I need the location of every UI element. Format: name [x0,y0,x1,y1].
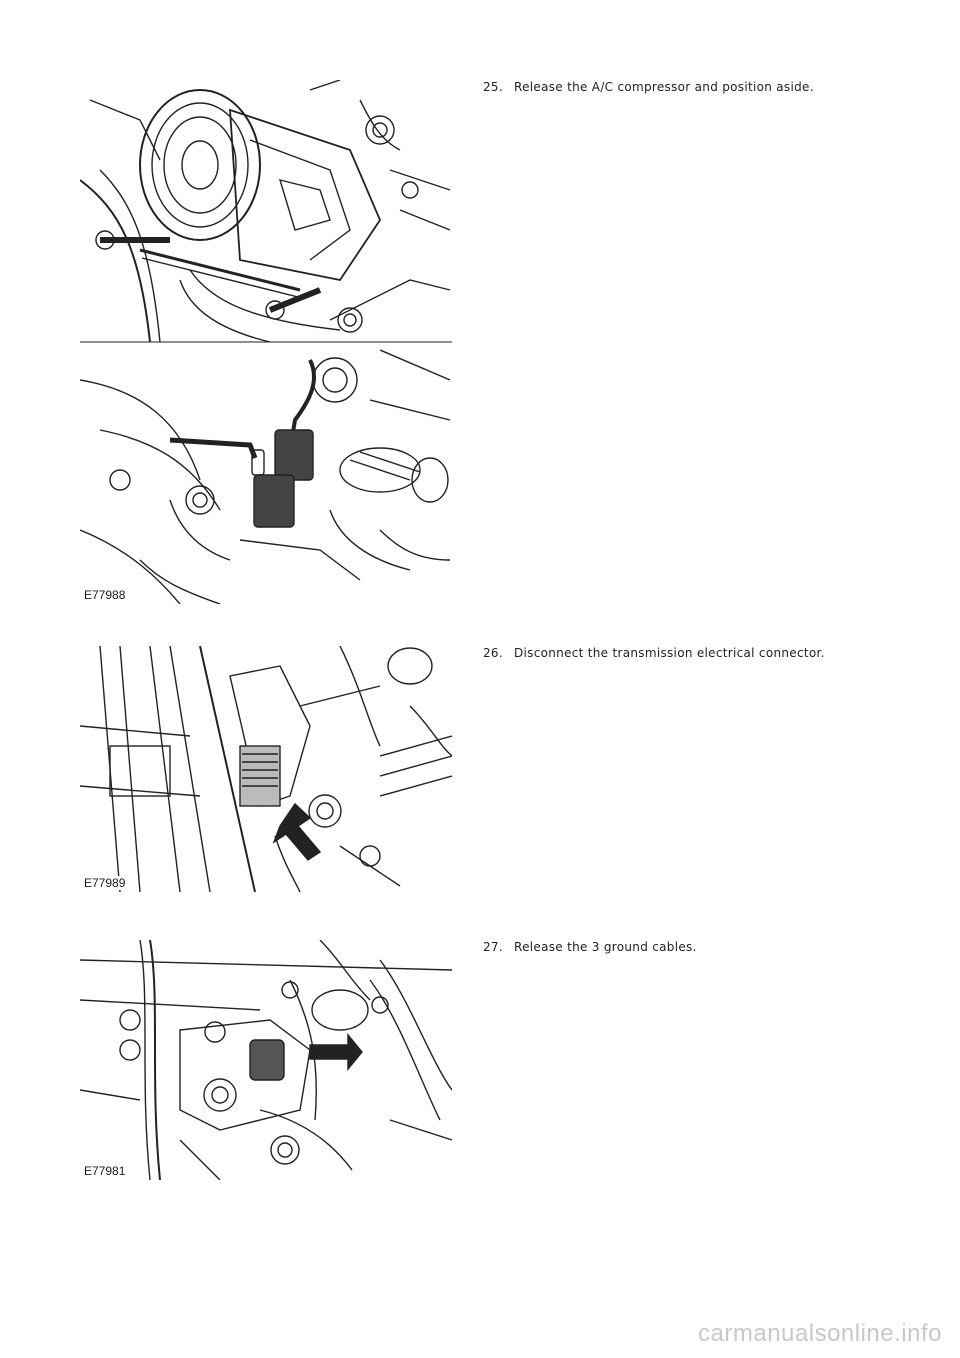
step-number: 26. [483,646,503,660]
illustration-ac-compressor [80,80,452,604]
illustration-transmission-connector [80,646,452,892]
ground-cables-drawing [80,940,452,1180]
figure-code: E77988 [84,588,126,602]
step-instruction: Release the A/C compressor and position aside. [514,80,814,94]
figure-code: E77981 [84,1164,126,1178]
figure-code: E77989 [84,876,126,890]
watermark: carmanualsonline.info [698,1320,942,1347]
illustration-ground-cables [80,940,452,1180]
step-instruction: Disconnect the transmission electrical connector. [514,646,825,660]
step-number: 25. [483,80,503,94]
compressor-drawing [80,80,452,604]
step-instruction: Release the 3 ground cables. [514,940,697,954]
connector-drawing [80,646,452,892]
step-number: 27. [483,940,503,954]
